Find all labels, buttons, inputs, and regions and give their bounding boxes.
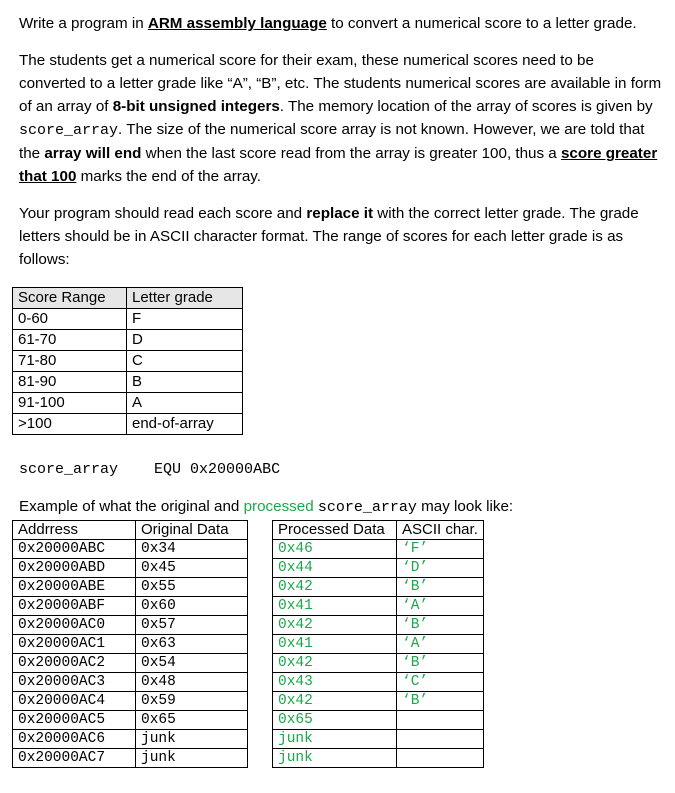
p1-code: score_array xyxy=(19,122,119,139)
table-row xyxy=(273,749,484,768)
table-cell: ‘D’ xyxy=(397,559,484,578)
table-cell: 0x20000AC3 xyxy=(13,673,136,692)
table-cell: 0x20000ABC xyxy=(13,540,136,559)
grade-table-body xyxy=(13,309,243,435)
header-processed-data: Processed Data xyxy=(273,521,397,540)
table-cell: C xyxy=(127,351,243,372)
intro-paragraph xyxy=(19,12,664,35)
table-row xyxy=(13,692,248,711)
table-row xyxy=(13,616,248,635)
table-cell: 0x20000AC7 xyxy=(13,749,136,768)
instructions-paragraph xyxy=(19,202,664,271)
table-row xyxy=(273,578,484,597)
table-cell: 0x20000ABF xyxy=(13,597,136,616)
table-cell: 0x54 xyxy=(136,654,248,673)
table-cell: 0-60 xyxy=(13,309,127,330)
table-cell: 0x65 xyxy=(273,711,397,730)
header-original-data: Original Data xyxy=(136,521,248,540)
table-row xyxy=(13,559,248,578)
example-processed-word: processed xyxy=(243,498,314,515)
table-row xyxy=(13,330,243,351)
table-cell: D xyxy=(127,330,243,351)
table-row xyxy=(13,749,248,768)
table-cell: 81-90 xyxy=(13,372,127,393)
table-cell: >100 xyxy=(13,414,127,435)
original-data-table xyxy=(12,520,248,768)
table-row xyxy=(13,597,248,616)
table-cell: 0x48 xyxy=(136,673,248,692)
p2-bold: replace it xyxy=(306,205,374,222)
table-cell: ‘B’ xyxy=(397,578,484,597)
table-row xyxy=(13,393,243,414)
original-table-body xyxy=(13,540,248,768)
table-row xyxy=(13,730,248,749)
table-row xyxy=(13,578,248,597)
p1-bold-2: array will end xyxy=(44,145,142,162)
table-row xyxy=(273,673,484,692)
table-cell: 0x43 xyxy=(273,673,397,692)
table-cell: 0x41 xyxy=(273,635,397,654)
table-cell: 0x41 xyxy=(273,597,397,616)
p1-bold-1: 8-bit unsigned integers xyxy=(112,98,280,115)
processed-data-table xyxy=(272,520,484,768)
table-cell xyxy=(397,749,484,768)
example-code: score_array xyxy=(317,499,417,516)
header-score-range: Score Range xyxy=(13,288,127,309)
table-row xyxy=(13,711,248,730)
table-row xyxy=(13,654,248,673)
problem-paragraph xyxy=(19,49,664,188)
p2-text-2: with the correct letter grade. The grade letters should be in ASCII character format. The range of scores for each letter grade is as follows: xyxy=(19,205,639,268)
table-cell: 0x42 xyxy=(273,616,397,635)
intro-text-end: to convert a numerical score to a letter grade. xyxy=(326,15,637,32)
table-cell: 0x20000ABE xyxy=(13,578,136,597)
example-text-2: may look like: xyxy=(416,498,514,515)
table-row xyxy=(273,654,484,673)
table-cell: ‘C’ xyxy=(397,673,484,692)
table-cell: ‘A’ xyxy=(397,635,484,654)
table-cell xyxy=(397,711,484,730)
table-cell: 0x20000AC6 xyxy=(13,730,136,749)
table-cell: 0x44 xyxy=(273,559,397,578)
table-cell: 0x20000AC0 xyxy=(13,616,136,635)
table-row xyxy=(273,711,484,730)
table-cell: 0x20000AC5 xyxy=(13,711,136,730)
table-cell: ‘B’ xyxy=(397,654,484,673)
equ-name: score_array xyxy=(19,461,119,478)
table-cell: 91-100 xyxy=(13,393,127,414)
table-cell: junk xyxy=(136,730,248,749)
table-cell: 71-80 xyxy=(13,351,127,372)
table-cell: 0x20000AC4 xyxy=(13,692,136,711)
table-cell: 0x63 xyxy=(136,635,248,654)
table-cell: 0x59 xyxy=(136,692,248,711)
table-row xyxy=(13,309,243,330)
table-row xyxy=(273,559,484,578)
processed-table-body xyxy=(273,540,484,768)
grade-table xyxy=(12,287,243,435)
table-row xyxy=(273,635,484,654)
table-cell: 0x42 xyxy=(273,578,397,597)
table-cell: 0x20000AC2 xyxy=(13,654,136,673)
header-letter-grade: Letter grade xyxy=(127,288,243,309)
header-address: Addrress xyxy=(13,521,136,540)
table-cell: ‘A’ xyxy=(397,597,484,616)
intro-emphasis: ARM assembly language xyxy=(147,15,327,32)
table-cell: 0x20000ABD xyxy=(13,559,136,578)
intro-text: Write a program in xyxy=(19,15,148,32)
table-row xyxy=(13,540,248,559)
table-cell: end-of-array xyxy=(127,414,243,435)
table-row xyxy=(13,635,248,654)
table-cell: ‘F’ xyxy=(397,540,484,559)
p1-text-5: marks the end of the array. xyxy=(76,168,261,185)
table-cell: A xyxy=(127,393,243,414)
table-cell: junk xyxy=(136,749,248,768)
table-cell: 0x20000AC1 xyxy=(13,635,136,654)
table-cell: ‘B’ xyxy=(397,692,484,711)
p1-text-1: The students get a numerical score for their exam, these numerical scores need to be converted to a letter grade like “A”, “B”, etc. The students numerical scores are available in form of an array of xyxy=(19,52,662,115)
table-row xyxy=(273,730,484,749)
table-cell: 0x34 xyxy=(136,540,248,559)
table-cell: junk xyxy=(273,749,397,768)
table-cell: 0x65 xyxy=(136,711,248,730)
p1-text-3: . The size of the numerical score array is not known. However, we are told that the xyxy=(19,121,645,162)
table-row xyxy=(13,673,248,692)
table-cell: 0x60 xyxy=(136,597,248,616)
table-cell: F xyxy=(127,309,243,330)
table-cell: 0x55 xyxy=(136,578,248,597)
table-row xyxy=(273,597,484,616)
table-cell: 0x57 xyxy=(136,616,248,635)
example-caption xyxy=(19,495,664,519)
table-row xyxy=(13,351,243,372)
table-row xyxy=(13,372,243,393)
p2-text-1: Your program should read each score and xyxy=(19,205,307,222)
example-text-1: Example of what the original and xyxy=(19,498,244,515)
table-cell: 0x46 xyxy=(273,540,397,559)
equ-directive: EQU 0x20000ABC xyxy=(154,461,281,478)
table-cell: junk xyxy=(273,730,397,749)
equ-line xyxy=(19,459,280,481)
p1-text-2: . The memory location of the array of scores is given by xyxy=(279,98,653,115)
table-row xyxy=(13,414,243,435)
table-cell: 0x42 xyxy=(273,654,397,673)
table-row xyxy=(273,616,484,635)
table-cell: ‘B’ xyxy=(397,616,484,635)
table-cell: 0x42 xyxy=(273,692,397,711)
table-row xyxy=(273,540,484,559)
p1-bold-3: score greater that 100 xyxy=(19,145,658,185)
table-cell xyxy=(397,730,484,749)
header-ascii-char: ASCII char. xyxy=(397,521,484,540)
table-cell: 0x45 xyxy=(136,559,248,578)
table-cell: B xyxy=(127,372,243,393)
table-cell: 61-70 xyxy=(13,330,127,351)
table-row xyxy=(273,692,484,711)
p1-text-4: when the last score read from the array is greater 100, thus a xyxy=(141,145,561,162)
